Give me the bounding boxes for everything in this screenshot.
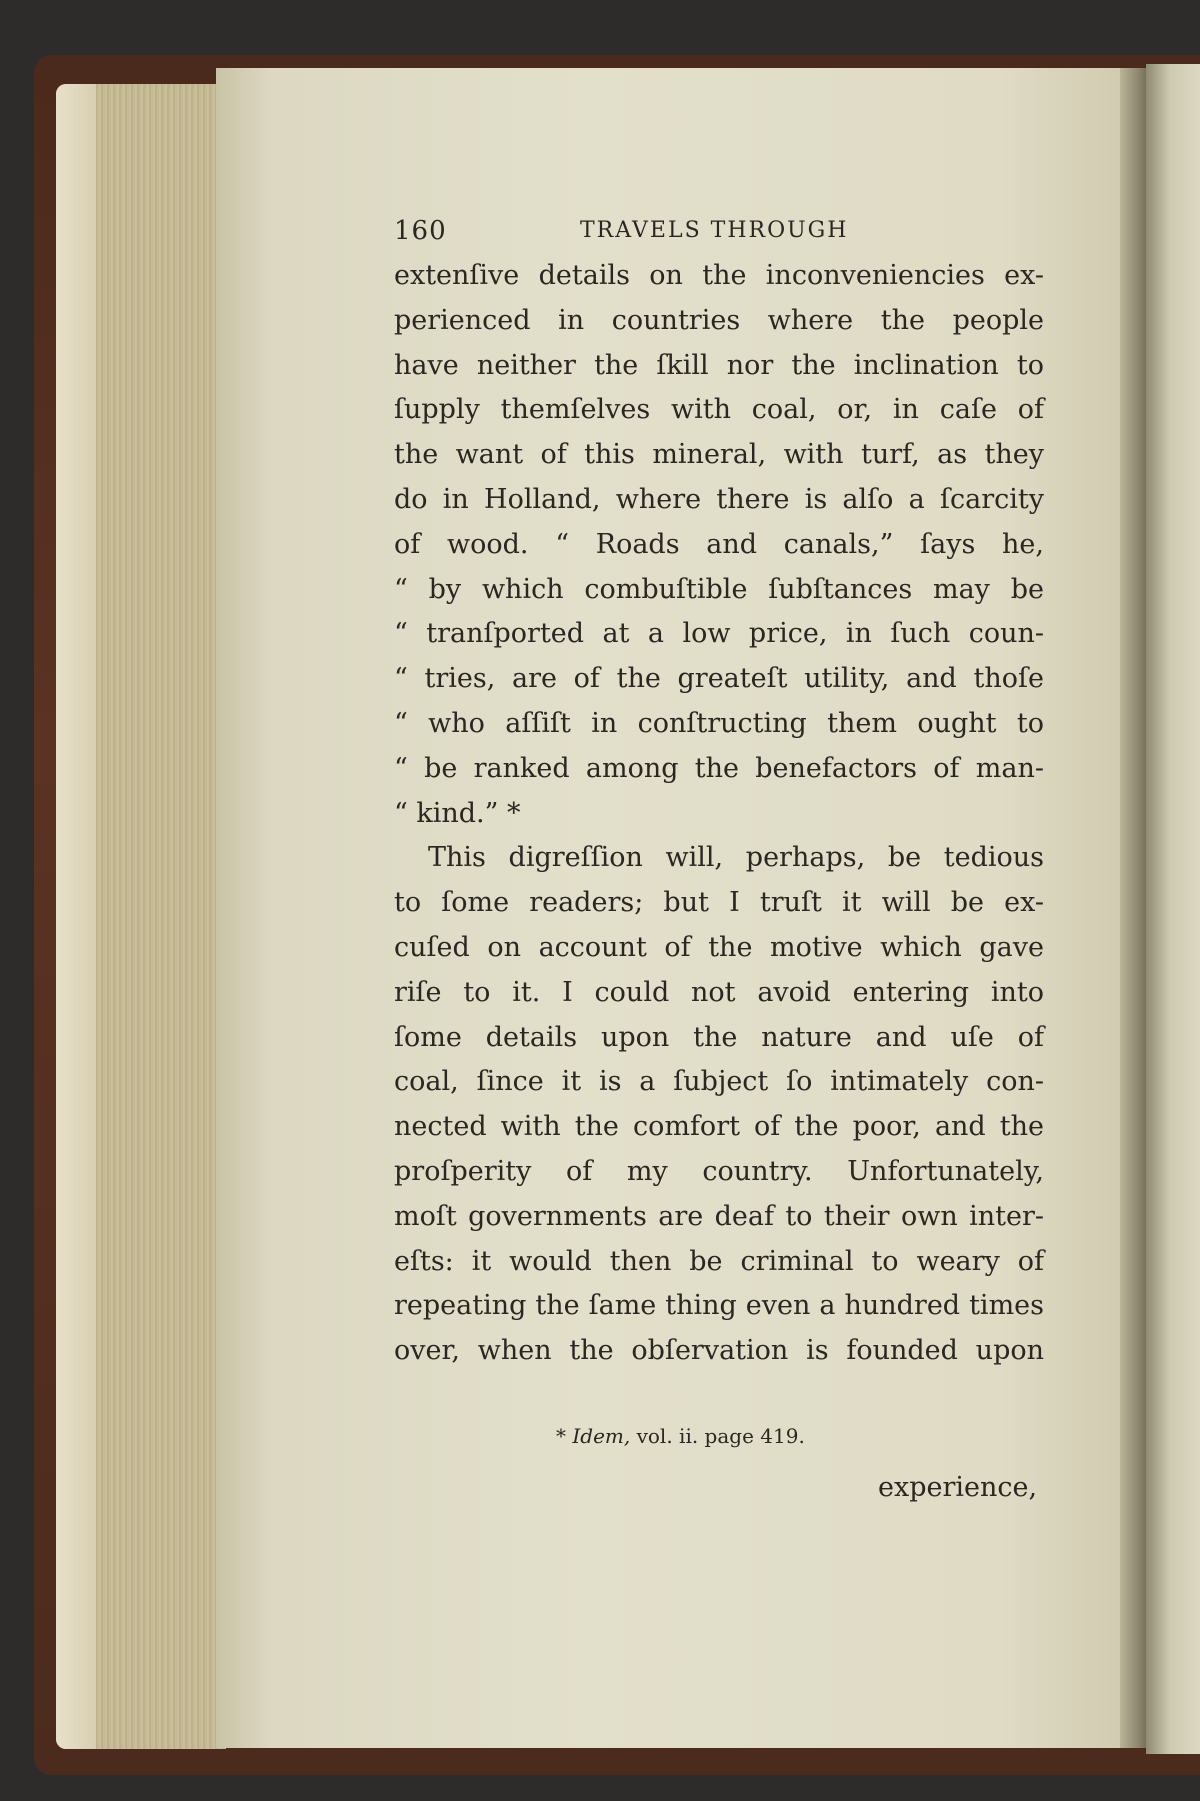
text-line: “ tranſported at a low price, in ſuch coun- (394, 618, 1044, 650)
text-line: “ by which combuſtible ſubſtances may be (394, 573, 1044, 605)
footnote (556, 1424, 805, 1448)
text-line: extenſive details on the inconveniencies ex- (394, 260, 1044, 291)
text-line: eſts: it would then be criminal to weary of (394, 1245, 1044, 1277)
text-line: riſe to it. I could not avoid entering into (394, 976, 1044, 1008)
text-line: nected with the comfort of the poor, and the (394, 1111, 1044, 1143)
text-line: of wood. “ Roads and canals,” ſays he, (394, 528, 1044, 560)
text-line: “ who aſſiſt in conſtructing them ought to (394, 707, 1044, 739)
text-line: have neither the ſkill nor the inclination to (394, 349, 1044, 381)
catchword: experience, (878, 1472, 1038, 1503)
page-text (394, 210, 1044, 1374)
body-text (394, 254, 1044, 1374)
text-line: “ be ranked among the benefactors of man- (394, 752, 1044, 784)
text-line: to ſome readers; but I truſt it will be ex- (394, 887, 1044, 919)
text-line: cuſed on account of the motive which gave (394, 931, 1044, 963)
text-line: the want of this mineral, with turf, as they (394, 439, 1044, 471)
text-line: ſupply themſelves with coal, or, in caſe of (394, 394, 1044, 426)
text-line: This digreſſion will, perhaps, be tedious (428, 842, 1044, 874)
footnote-reference: vol. ii. page 419. (636, 1424, 805, 1448)
running-head (394, 210, 1044, 250)
right-page-edge (1146, 64, 1200, 1754)
text-line: “ tries, are of the greateſt utility, and thoſe (394, 663, 1044, 695)
page-number: 160 (394, 216, 447, 246)
text-line: ſome details upon the nature and uſe of (394, 1021, 1044, 1053)
footnote-marker: * (556, 1424, 566, 1448)
running-title: TRAVELS THROUGH (580, 218, 849, 243)
page-edges (56, 84, 226, 1749)
text-line: do in Holland, where there is alſo a ſcarcity (394, 483, 1044, 515)
text-line: “ kind.” * (394, 797, 521, 829)
text-line: proſperity of my country. Unfortunately, (394, 1155, 1044, 1187)
text-line: repeating the ſame thing even a hundred times (394, 1290, 1044, 1322)
text-line: moſt governments are deaf to their own inter- (394, 1200, 1044, 1232)
text-line: over, when the obſervation is founded upon (394, 1335, 1044, 1367)
text-line: perienced in countries where the people (394, 304, 1044, 336)
footnote-source: Idem, (572, 1424, 631, 1448)
text-line: coal, ſince it is a ſubject ſo intimately con- (394, 1066, 1044, 1098)
